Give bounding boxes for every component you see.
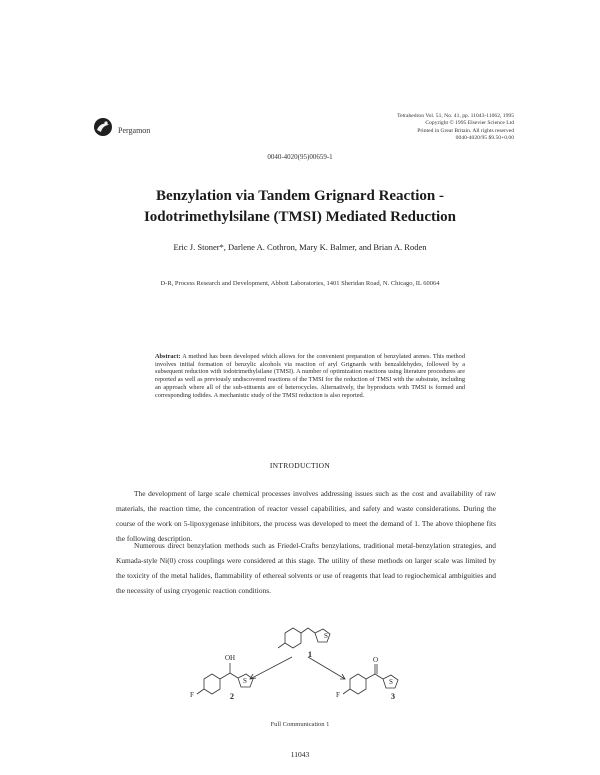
sulfur-label: S (389, 678, 393, 686)
hydroxyl-label: OH (225, 654, 236, 662)
title-line-2: Iodotrimethylsilane (TMSI) Mediated Reduction (143, 209, 457, 225)
abstract-label: Abstract: (155, 353, 181, 360)
benzene-ring (204, 674, 220, 694)
publisher-name: Pergamon (118, 126, 151, 135)
journal-line: 0040-4020/95 $9.50+0.00 (455, 135, 514, 142)
oxygen-label: O (373, 656, 379, 664)
fluorine-label: F (336, 691, 340, 699)
title-line-1: Benzylation via Tandem Grignard Reaction - (156, 188, 444, 204)
intro-paragraph-2: Numerous direct benzylation methods such as Friedel-Crafts benzylations, traditional metal-benzylation strategies, and Kumada-style Ni(0) cross couplings were considered at this stage. The utility of these methods on larger scale was limited by the toxicity of the metal halides, flammability of ethereal solvents or use of reagents that lead to regiochemical ambiguities and the necessity of using cryogenic reaction conditions. (116, 541, 496, 595)
benzene-ring (350, 674, 366, 694)
fluorine-label: F (190, 691, 194, 699)
compound-label: 1 (308, 650, 312, 659)
reaction-scheme (180, 615, 420, 715)
journal-line: Tetrahedron Vol. 51, No. 41, pp. 11043-11062, 1995 (397, 113, 514, 119)
pii-code: 0040-4020(95)00659-1 (267, 153, 333, 161)
section-heading: INTRODUCTION (269, 461, 331, 470)
scheme-caption: Full Communication 1 (270, 721, 330, 728)
sulfur-label: S (243, 677, 247, 685)
benzene-ring (285, 628, 301, 648)
affiliation: D-R, Process Research and Development, Abbott Laboratories, 1401 Sheridan Road, N. Chicago, IL 60064 (160, 280, 440, 287)
intro-paragraph-1: The development of large scale chemical processes involves addressing issues such as the cost and availability of raw materials, the reaction time, the concentration of reactor vessel capabilities, and safety and waste considerations. During the course of the work on 5-lipoxygenase inhibitors, the process was developed to meet the demand of 1. The above thiophene fits the following description. (116, 489, 496, 543)
article-title (0, 186, 600, 228)
compound-label: 3 (391, 692, 395, 701)
abstract-text: A method has been developed which allows for the convenient preparation of benzylated arenes. This method involves initial formation of benzylic alcohols via reaction of aryl Grignards with benzaldehydes, followed by a subsequent reduction with iodotrimethylsilane (TMSI). A number of optimization reactions using literature procedures are reported as well as previously undiscovered reactions of the TMSI for the reduction of TMSI with the substrate, including an approach where all of the sub-stituents are of heterocycles. Alternatively, the byproducts with TMSI is formed and corresponding iodides. A mechanistic study of the TMSI reduction is also reported. (155, 353, 465, 399)
author-list: Eric J. Stoner*, Darlene A. Cothron, Mary K. Balmer, and Brian A. Roden (173, 242, 427, 252)
sulfur-label: S (324, 632, 328, 640)
journal-line: Copyright © 1995 Elsevier Science Ltd (425, 120, 514, 127)
journal-line: Printed in Great Britain. All rights reserved (417, 127, 514, 134)
journal-info (334, 113, 514, 143)
publisher-logo-icon (93, 117, 113, 137)
page-number: 11043 (290, 750, 310, 759)
abstract (155, 353, 465, 399)
compound-label: 2 (230, 692, 234, 701)
